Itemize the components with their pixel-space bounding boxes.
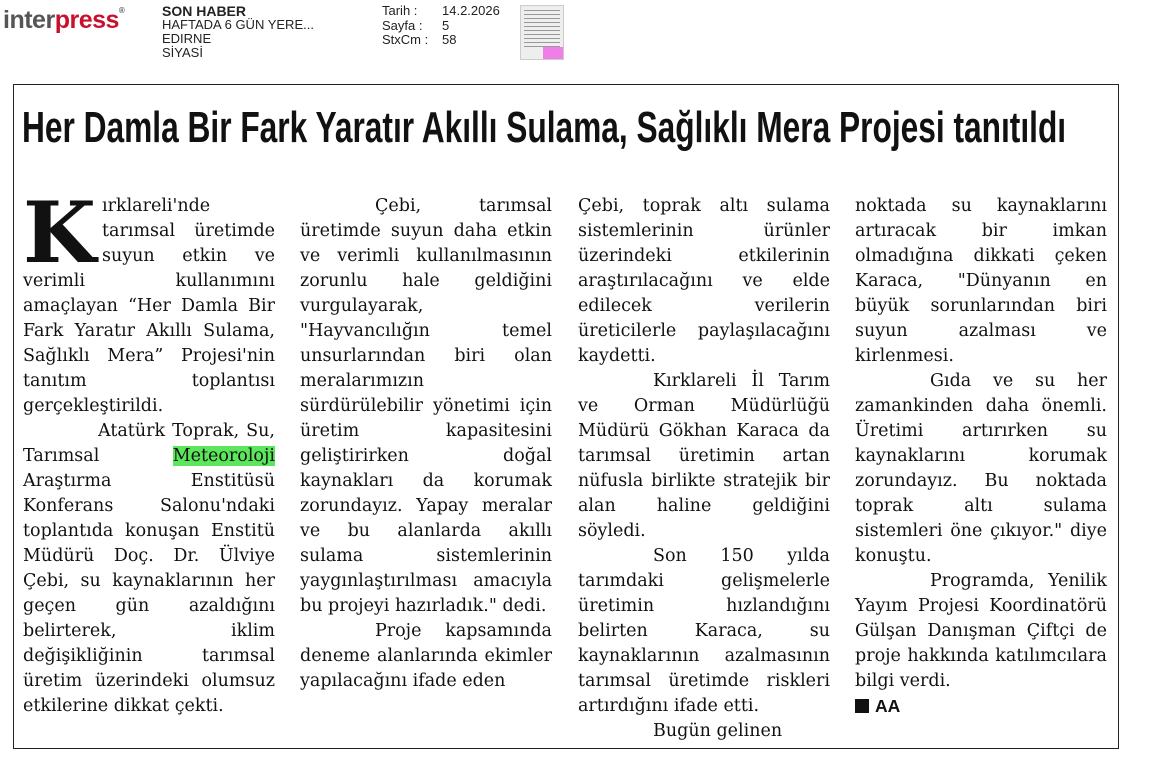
paragraph: Atatürk Toprak, Su, Tarımsal Meteoroloji Araştırma Enstitüsü Konferans Salonu'ndaki toplantıda konuşan Enstitü Müdürü Doç. Dr. Ülviye Çebi, su kaynaklarının her geçen gün azaldığını belirterek, iklim değişikliğinin tarımsal üretim üzerindeki olumsuz etkilerine dikkat çekti.: [23, 421, 275, 716]
article-column-3: [578, 194, 830, 744]
publication-city: EDIRNE: [162, 31, 212, 46]
page-thumbnail[interactable]: [520, 5, 564, 60]
paragraph: Son 150 yılda tarımdaki gelişmelerle üretimin hızlandığını belirten Karaca, su kaynaklarının azalmasının tarımsal üretimde riskleri artırdığını ifade etti.: [578, 546, 830, 716]
article-column-4: [855, 194, 1107, 720]
paragraph: Proje kapsamında deneme alanlarında ekimler yapılacağını ifade eden: [300, 621, 552, 691]
square-bullet-icon: [855, 699, 869, 713]
publication-frequency: HAFTADA 6 GÜN YERE...: [162, 17, 314, 32]
paragraph: noktada su kaynaklarını artıracak bir imkan olmadığına dikkati çeken Karaca, "Dünyanın en büyük sorunlarından biri suyun azalması ve kirlenmesi.: [855, 196, 1107, 366]
date-row: Tarih : 14.2.2026: [382, 3, 500, 18]
paragraph: Çebi, toprak altı sulama sistemlerinin ürünler üzerindeki etkilerinin araştırılacağını ve elde edilecek verilerin üreticilerle paylaşılacağını kaydetti.: [578, 196, 830, 366]
clipping-info: [382, 4, 500, 48]
article-signature: AA: [855, 694, 1107, 720]
paragraph: Kırklareli İl Tarım ve Orman Müdürlüğü Müdürü Gökhan Karaca da tarımsal üretimin artan nüfusla birlikte stratejik bir alan haline geldiğini söyledi.: [578, 371, 830, 541]
paragraph: Çebi, tarımsal üretimde suyun daha etkin ve verimli kullanılmasının zorunlu hale geldiğini vurgulayarak, "Hayvancılığın temel unsurlarından biri olan meralarımızın sürdürülebilir yönetimi için üretim kapasitesini geliştirirken doğal kaynakları da korumak zorundayız. Yapay meralar ve bu alanlarda akıllı sulama sistemlerinin yaygınlaştırılması amacıyla bu projeyi hazırladık." dedi.: [300, 196, 552, 616]
publication-category: SİYASİ: [162, 45, 203, 60]
page-row: Sayfa : 5: [382, 17, 450, 33]
stxcm-row: StxCm : 58: [382, 32, 457, 47]
publication-name: SON HABER: [162, 3, 247, 19]
paragraph: Kırklareli'nde tarımsal üretimde suyun etkin ve verimli kullanımını amaçlayan “Her Damla Bir Fark Yaratır Akıllı Sulama, Sağlıklı Mera” Projesi'nin tanıtım toplantısı gerçekleştirildi.: [23, 183, 275, 416]
date-value: 14.2.2026: [442, 3, 500, 18]
article-headline: Her Damla Bir Fark Yaratır Akıllı Sulama, Sağlıklı Mera Projesi tanıtıldı: [22, 103, 1067, 152]
highlighted-keyword: Meteoroloji: [172, 446, 275, 466]
thumbnail-highlight-mark: [543, 47, 563, 59]
drop-cap: K: [23, 183, 97, 282]
stxcm-value: 58: [442, 32, 457, 47]
paragraph: Bugün gelinen: [653, 721, 783, 741]
interpress-logo: interpress®: [3, 6, 125, 34]
thumbnail-text-lines: [524, 10, 560, 50]
paragraph: Gıda ve su her zamankinden daha önemli. Üretimi artırırken su kaynaklarını korumak zorundayız. Bu noktada toprak altı sulama sistemleri öne çıkıyor." diye konuştu.: [855, 371, 1107, 566]
page-value: 5: [442, 17, 450, 33]
article-column-1: [23, 183, 275, 719]
paragraph: Programda, Yenilik Yayım Projesi Koordinatörü Gülşan Danışman Çiftçi de proje hakkında katılımcılara bilgi verdi.: [855, 571, 1107, 691]
publication-info: [162, 4, 314, 60]
article-column-2: [300, 194, 552, 694]
